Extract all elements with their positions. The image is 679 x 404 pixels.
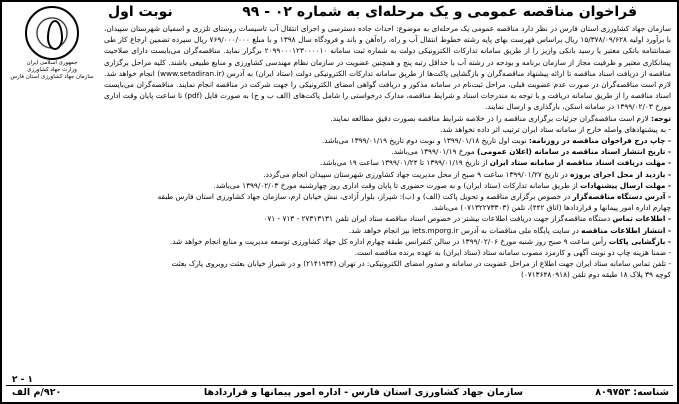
notice-title: فراخوان مناقصه عمومی و یک مرحله‌ای به شماره ۰۲ - ۹۹	[242, 4, 637, 20]
notice-item-text: - ضمنا هزینه چاپ دو نوبت آگهی و کارمزد مصوب سامانه ستاد (ستاد ایران) به عهده برنده مناقصه است.	[354, 248, 671, 258]
notice-id: شناسه: ۸۰۹۷۵۳	[595, 387, 669, 398]
notice-item-label: - بازگشایی پاکات	[608, 236, 671, 246]
notice-item	[8, 124, 671, 135]
notice-item-label: - اطلاعات تماس	[612, 214, 671, 224]
notice-item-label: - مهلت دریافت اسناد مناقصه از سامانه ستاد ایران	[489, 158, 671, 168]
notice-item-text: از تاریخ ۱۳۹۹/۰۱/۱۹ تا ۱۳۹۹/۰۱/۲۴ ساعت ۱۹ می‌باشد.	[320, 158, 490, 168]
notice-item	[8, 236, 671, 247]
notice-item-text: لازم است مناقصه‌گران جزئیات برگزاری مناقصه را در خلاصه شرایط مناقصه بصورت دقیق مطالعه نمایند.	[330, 113, 652, 123]
notice-item-text: رأس ساعت ۹ صبح روز شنبه مورخ ۱۳۹۹/۰۲/۰۶ در سالن کنفرانس طبقه چهارم اداره کل جهاد کشاورزی توسعه مدیریت و منابع انجام خواهد شد.	[169, 236, 609, 246]
notice-item	[8, 269, 671, 280]
notice-item-text: - به پیشنهادهای واصله خارج از سامانه ستاد ایران ترتیب اثر داده نخواهد شد.	[440, 124, 671, 134]
notice-item-text: - تلفن تماس سامانه ستاد ایران جهت اطلاع از مراحل عضویت در سامانه و صدور امضای الکترونیکی: در تهران (۲۱۴۱۹۳۴) و در شیراز خیابان بعثت روبروی پارک بعثت	[171, 259, 671, 269]
notice-item-text: چهارم اداره امور پیمانها و قراردادها (اتاق ۴۴۲)، تلفن (۰۷۱۳۲۲۷۳۳۰۳) می‌باشد.	[431, 203, 671, 213]
notice-item-text: از طریق سامانه تدارکات (ستاد ایران) و به صورت حضوری تا پایان وقت اداری روز چهارشنبه مورخ ۱۳۹۹/۰۲/۰۳ می‌باشد.	[213, 180, 581, 190]
notice-item	[8, 146, 671, 157]
issuer-name: سازمان جهاد کشاورزی استان فارس - اداره امور پیمانها و قراردادها	[203, 387, 523, 398]
notice-item	[8, 180, 671, 191]
logo-line-1: جمهوری اسلامی ایران	[26, 60, 78, 66]
notice-item-label: - چاپ درج فراخوان مناقصه در روزنامه:	[528, 136, 671, 146]
notice-item	[8, 169, 671, 180]
notice-item	[8, 113, 671, 124]
notice-item-label: - مهلت ارسال پیشنهادات	[580, 180, 671, 190]
notice-code: ۹۲۰/م الف	[12, 387, 62, 398]
page-marker: ۱ - ۲	[12, 375, 34, 385]
notice-round: نوبت اول	[108, 4, 173, 20]
notice-item	[8, 191, 671, 202]
notice-item-text: در خصوص برگزاری مناقصه و تحویل پاکت (الف) و (ب): شیراز، بلوار آزادی، نبش خیابان ارم، سازمان جهاد کشاورزی استان فارس طبقه	[157, 192, 573, 202]
notice-footer	[6, 385, 673, 400]
notice-item	[8, 213, 671, 224]
notice-body	[8, 23, 671, 281]
notice-item-label: - انتشار اطلاعات مناقصه	[581, 225, 671, 235]
notice-item	[8, 157, 671, 168]
notice-item	[8, 247, 671, 258]
intro-paragraph: سازمان جهاد کشاورزی استان فارس در نظر دارد مناقصه عمومی یک مرحله‌ای به موضوع: احداث جاده دسترسی و اجرای انتقال آب تاسیسات روستای تلزری و اسفیان شهرستان سپیدان، با برآورد اولیه ۱۵/۳۷۸/۰۹/۶۲۸ ریال براساس فهرست بهای پایه رشته خطوط انتقال آب و راه، راه‌آهن و باند و فرودگاه سال ۱۳۹۸ و با مبلغ ۷۶۹/۰۰۰/۰۰۰ ریال سپرده تضمین ارجاع کار طی ضمانتنامه بانکی معتبر یا رسید بانکی واریز را از طریق سامانه تدارکات الکترونیکی دولت به شماره ثبت سامانه ۲۰۹۹۰۰۰۱۲۳۰۰۰۰۱۰ برگزار نماید. مناقصه‌گران می‌بایست دارای صلاحیت پیمانکاری معتبر و ظرفیت مجاز از سازمان برنامه و بودجه در رشته آب با حداقل رتبه پنج و همچنین عضویت در سازمان نظام مهندسی کشاورزی و منابع طبیعی باشند. کلیه مراحل برگزاری مناقصه از دریافت اسناد مناقصه تا ارائه پیشنهاد مناقصه‌گران و بازگشایی پاکت‌ها از طریق سامانه تدارکات الکترونیکی دولت (ستاد ایران) به آدرس (www.setadiran.ir) انجام خواهد شد. لازم است مناقصه‌گران در صورت عدم عضویت قبلی، مراحل ثبت‌نام در سامانه مذکور و دریافت گواهی امضای الکترونیکی را جهت شرکت در مناقصه انجام نمایند. مناقصه‌گران می‌بایست اسناد مناقصه را از طریق سامانه دریافت و با توجه به مندرجات اسناد و شرایط مناقصه، مدارک درخواستی را شامل پاکت‌های (الف ب و ج) به صورت فایل (pdf) تا ساعت پایان وقت اداری مورخ ۱۳۹۹/۰۲/۰۳ در سامانه اسکن، بارگذاری و ارسال نمایند.	[104, 24, 671, 112]
notice-item-text: در سایت پایگاه ملی مناقصات به آدرس iets.mporg.ir نیز انجام خواهد شد.	[348, 225, 582, 235]
notice-item-text: مورخ ۱۳۹۹/۰۱/۱۹ می‌باشد.	[391, 147, 478, 157]
notice-item	[8, 202, 671, 213]
notice-header	[102, 4, 673, 22]
notice-item-text: نوبت اول تاریخ ۱۳۹۹/۰۱/۱۸ و نوبت دوم تاریخ ۱۳۹۹/۰۱/۱۹ می‌باشد.	[321, 136, 529, 146]
notice-item	[8, 135, 671, 146]
logo-line-2: وزارت جهاد کشاورزی	[27, 67, 77, 73]
notice-item-label: - آدرس دستگاه مناقصه‌گزار	[572, 192, 671, 202]
notice-item-label: - بازدید از محل اجرای پروژه	[570, 169, 671, 179]
notice-item-text: کوچه ۳۹ پلاک ۱۸ طبقه دوم تلفن (۰۷۱۳۶۴۸۰۹۱۸)	[521, 270, 671, 280]
notice-items	[8, 113, 671, 281]
notice-item-text: دستگاه مناقصه‌گزار جهت دریافت اطلاعات بیشتر در خصوص اسناد مناقصه ستاد ایران تلفن ۲۷۳۱۳۱۳۱ - ۷۱۳ - ۰۷۱	[263, 214, 613, 224]
notice-item-text: در تاریخ ۱۳۹۹/۰۱/۲۷ ساعت ۹ صبح از محل مدیریت جهاد کشاورزی شهرستان سپیدان انجام می‌گردد.	[263, 169, 571, 179]
notice-item	[8, 258, 671, 269]
notice-item-label: - تاریخ انتشار اسناد مناقصه در سامانه (اعلان عمومی)	[477, 147, 671, 157]
notice-item-label: توجه:	[651, 113, 671, 123]
notice-item	[8, 225, 671, 236]
logo-line-3: سازمان جهاد کشاورزی استان فارس	[10, 74, 94, 80]
